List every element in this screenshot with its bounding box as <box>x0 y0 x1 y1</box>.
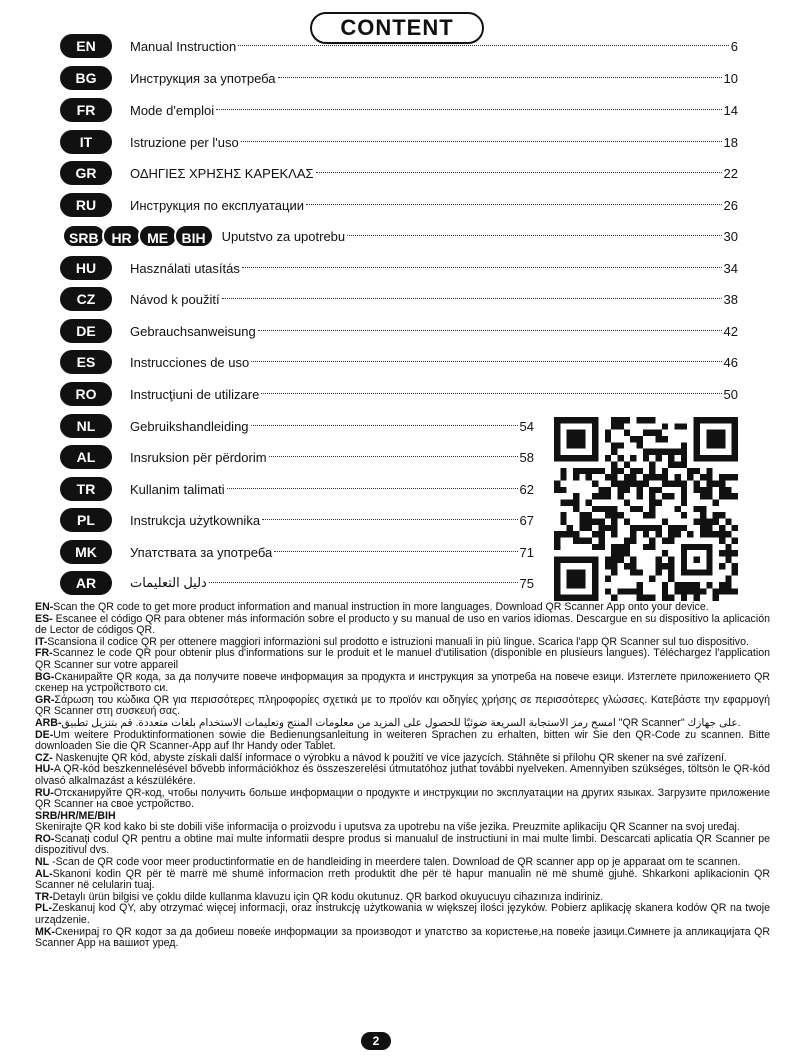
lang-prefix: GR- <box>35 693 55 706</box>
toc-label: Instrucciones de uso <box>130 354 250 370</box>
toc-page: 62 <box>519 481 534 497</box>
toc-page: 18 <box>723 134 738 150</box>
lang-prefix: AL- <box>35 867 53 880</box>
toc-page: 22 <box>723 165 738 181</box>
page-number: 2 <box>361 1032 391 1050</box>
toc-row-nl[interactable] <box>60 414 534 438</box>
dot-leader <box>242 256 722 268</box>
instruction-text: Scan the QR code to get more product information and manual instruction in more languages. Download QR Scanner App onto your device. <box>53 601 709 613</box>
lang-badge: GR <box>60 161 112 185</box>
instruction-text: Scansiona il codice QR per ottenere maggiori informazioni sul prodotto e istruzioni manuali in più lingue. Scarica l'app QR Scanner sul tuo dispositivo. <box>47 635 749 648</box>
toc-label: Návod k použití <box>130 291 220 307</box>
lang-prefix: ES- <box>35 612 53 625</box>
instruction-text: Сканирайте QR кода, за да получите повече информация за продукта и инструкция за употреба на повече езици. Изтеглете приложението QR скенер на устройството си. <box>35 670 770 695</box>
toc-row-ru[interactable] <box>60 193 738 217</box>
toc-row-gr[interactable] <box>60 161 738 185</box>
toc-page: 38 <box>723 291 738 307</box>
toc-page: 26 <box>723 197 738 213</box>
lang-badge: CZ <box>60 287 112 311</box>
instruction-text: Escanee el código QR para obtener más información sobre el producto y su manual de uso en varios idiomas. Descargue en su dispositivo la aplicación de Lector de códigos QR. <box>35 612 770 637</box>
toc-label: Kullanim talimati <box>130 481 225 497</box>
lang-prefix: SRB/HR/ME/BIH <box>35 809 116 822</box>
lang-badge: RO <box>60 382 112 406</box>
instruction-text: A QR-kód beszkennelésével bővebb információkhoz és összeszerelési útmutatóhoz juthat további nyelveken. Amennyiben szükséges, töltsön le QR-kód olvasó alkalmazást a készülékére. <box>35 763 770 787</box>
toc-page: 34 <box>723 260 738 276</box>
instruction-text: Скенирај го QR кодот за да добиеш повеќе информации за производот и упатство за користење,на повеќе јазици.Симнете ја апликацијата QR Scanner App на вашиот уред. <box>35 925 770 950</box>
toc-row-al[interactable] <box>60 445 534 469</box>
dot-leader <box>251 350 721 362</box>
instruction-paragraph <box>35 869 770 892</box>
toc-page: 6 <box>730 38 738 54</box>
toc-label: Инструкция по експлуатации <box>130 197 304 213</box>
toc-page: 71 <box>519 544 534 560</box>
instruction-text: Σάρωση του κώδικα QR για περισσότερες πληροφορίες σχετικά με το προϊόν και οδηγίες χρήσης σε περισσότερες γλώσσες. Κατεβάστε την εφαρμογή QR Scanner στη συσκευή σας. <box>35 693 770 718</box>
toc-label: Gebruikshandleiding <box>130 418 249 434</box>
toc-row-it[interactable] <box>60 130 738 154</box>
lang-prefix: PL- <box>35 902 53 915</box>
toc-label: Uputstvo za upotrebu <box>221 228 346 244</box>
toc-row-de[interactable] <box>60 319 738 343</box>
lang-badge: AL <box>60 445 112 469</box>
toc-page: 58 <box>519 449 534 465</box>
lang-badge: FR <box>60 98 112 122</box>
dot-leader <box>241 130 722 142</box>
lang-prefix: TR- <box>35 890 53 903</box>
qr-code[interactable] <box>554 417 738 601</box>
toc-label: Mode d'emploi <box>130 102 215 118</box>
toc-label: Инструкция за употреба <box>130 70 276 86</box>
instruction-paragraph <box>35 927 770 950</box>
instruction-paragraph <box>35 764 770 787</box>
toc-row-hu[interactable] <box>60 256 738 280</box>
instruction-text: Naskenujte QR kód, abyste získali další informace o výrobku a návod k použití ve více jazycích. Stáhněte si přílohu QR skener na své zařízení. <box>52 751 727 764</box>
lang-prefix: ARB- <box>35 716 62 729</box>
toc-label: Упатствата за употреба <box>130 544 273 560</box>
lang-badge: BG <box>60 66 112 90</box>
instruction-paragraph <box>35 811 770 834</box>
toc-row-tr[interactable] <box>60 477 534 501</box>
lang-prefix: NL <box>35 856 50 869</box>
toc-label: دليل التعليمات <box>130 575 207 590</box>
toc-row-ro[interactable] <box>60 382 738 406</box>
toc-row-en[interactable] <box>60 34 738 58</box>
dot-leader <box>261 382 721 394</box>
lang-prefix: FR- <box>35 647 53 660</box>
dot-leader <box>258 319 722 331</box>
toc-page: 30 <box>723 228 738 244</box>
lang-badge: HU <box>60 256 112 280</box>
lang-badge: ES <box>60 350 112 374</box>
instruction-text: -Scan de QR code voor meer productinformatie en de handleiding in meerdere talen. Download de QR scanner app op je apparaat om te scannen. <box>49 856 741 869</box>
toc-page: 10 <box>723 70 738 86</box>
lang-badge-group <box>62 224 210 248</box>
lang-prefix: RO- <box>35 832 55 845</box>
lang-prefix: IT- <box>35 635 48 648</box>
toc-page: 67 <box>519 512 534 528</box>
lang-prefix: RU- <box>35 786 54 799</box>
toc-page: 50 <box>723 386 738 402</box>
instruction-paragraph <box>35 788 770 811</box>
instruction-text: Skanoni kodin QR për të marrë më shumë informacion rreth produktit dhe për të hapur manualin në më shumë gjuhë. Shkarkoni aplikacionin QR Scanner në celularin tuaj. <box>35 867 770 892</box>
instruction-paragraph <box>35 834 770 857</box>
lang-badge: RU <box>60 193 112 217</box>
lang-badge: EN <box>60 34 112 58</box>
lang-prefix: MK- <box>35 925 56 938</box>
dot-leader <box>251 414 518 426</box>
instruction-text: Zeskanuj kod QY, aby otrzymać więcej informacji, oraz instrukcję użytkowania w większej ilości języków. Pobierz aplikację skanera kodów QR na twoje urządzenie. <box>35 902 770 927</box>
dot-leader <box>238 34 729 46</box>
instruction-paragraph <box>35 903 770 926</box>
instruction-text: Отсканируйте QR-код, чтобы получить больше информации о продукте и инструкции по эксплуатации на других языках. Загрузите приложение QR Scanner на свое устройство. <box>35 786 770 811</box>
lang-badge: ME <box>138 224 178 248</box>
dot-leader <box>274 540 517 552</box>
lang-badge: TR <box>60 477 112 501</box>
lang-prefix: BG- <box>35 670 55 683</box>
lang-badge: DE <box>60 319 112 343</box>
lang-badge: HR <box>102 224 142 248</box>
lang-badge: AR <box>60 571 112 595</box>
toc-row-mk[interactable] <box>60 540 534 564</box>
lang-badge: BIH <box>174 224 214 248</box>
dot-leader <box>262 508 517 520</box>
toc-row-bg[interactable] <box>60 66 738 90</box>
toc-label: Gebrauchsanweisung <box>130 323 256 339</box>
dot-leader <box>269 445 518 457</box>
instruction-text: Scannez le code QR pour obtenir plus d'informations sur le produit et le manuel d'utilisation (disponible en plusieurs langues). Téléchargez l'application QR Scanner sur votre appareil <box>35 647 770 671</box>
toc-row-ar[interactable] <box>60 571 534 595</box>
instruction-paragraph <box>35 614 770 637</box>
toc-page: 54 <box>519 418 534 434</box>
toc-label: Használati utasítás <box>130 260 240 276</box>
instruction-text: Um weitere Produktinformationen sowie die Bedienungsanleitung in weiteren Sprachen zu erhalten, bitten wir Sie den QR-Code zu scannen. Bitte downloaden Sie die QR Scanner-App auf Ihr Handy oder Tablet. <box>35 728 770 753</box>
lang-badge: PL <box>60 508 112 532</box>
lang-prefix: EN- <box>35 601 54 613</box>
lang-badge: IT <box>60 130 112 154</box>
toc-row-srb-hr-me-bih[interactable] <box>62 224 738 248</box>
dot-leader <box>278 66 722 78</box>
lang-badge: SRB <box>62 224 106 248</box>
instruction-text: Skenirajte QR kod kako bi ste dobili više informacija o proizvodu i uputsva za upotrebu na više jezika. Preuzmite aplikaciju QR Scanner na svoj uređaj. <box>35 821 740 834</box>
dot-leader <box>209 571 518 583</box>
instruction-text: Detaylı ürün bilgisi ve çoklu dilde kullanma klavuzu için QR kodu okutunuz. QR barkod okuyucuyu cihazınıza indiriniz. <box>52 890 604 903</box>
lang-badge: MK <box>60 540 112 564</box>
lang-badge: NL <box>60 414 112 438</box>
toc-page: 75 <box>519 575 534 591</box>
lang-prefix: HU- <box>35 763 54 776</box>
toc-label: Istruzione per l'uso <box>130 134 239 150</box>
dot-leader <box>316 161 722 173</box>
instruction-paragraph <box>35 672 770 695</box>
toc-label: Instrucţiuni de utilizare <box>130 386 260 402</box>
dot-leader <box>227 477 518 489</box>
dot-leader <box>306 193 722 205</box>
toc-row-fr[interactable] <box>60 98 738 122</box>
toc-page: 46 <box>723 354 738 370</box>
dot-leader <box>347 224 721 236</box>
lang-prefix: CZ- <box>35 751 53 764</box>
dot-leader <box>222 287 722 299</box>
toc-row-pl[interactable] <box>60 508 534 532</box>
toc-label: ΟΔΗΓΙΕΣ ΧΡΗΣΗΣ ΚΑΡΕΚΛΑΣ <box>130 165 314 181</box>
lang-prefix: DE- <box>35 728 54 741</box>
instruction-text-block <box>35 602 770 950</box>
instruction-text: امسح رمز الاستجابة السريعة ضوئيًا للحصول على المزيد من معلومات المنتج وتعليمات الاستخدام بلغات متعددة. قم بتنزيل تطبيق "QR Scanner" على جهازك. <box>61 716 741 729</box>
instruction-paragraph <box>35 730 770 753</box>
toc-row-es[interactable] <box>60 350 738 374</box>
dot-leader <box>216 98 721 110</box>
toc-label: Manual Instruction <box>130 38 237 54</box>
toc-page: 42 <box>723 323 738 339</box>
instruction-paragraph <box>35 695 770 718</box>
toc-label: Insruksion për përdorim <box>130 449 267 465</box>
instruction-text: Scanaţi codul QR pentru a obtine mai multe informatii despre produs si manualul de instructiuni in mai multe limbi. Descarcati aplicatia QR Scanner pe dispozitivul dvs. <box>35 832 770 857</box>
toc-label: Instrukcja użytkownika <box>130 512 261 528</box>
toc-page: 14 <box>723 102 738 118</box>
page-title: CONTENT <box>310 12 483 44</box>
instruction-paragraph <box>35 648 770 671</box>
toc-row-cz[interactable] <box>60 287 738 311</box>
